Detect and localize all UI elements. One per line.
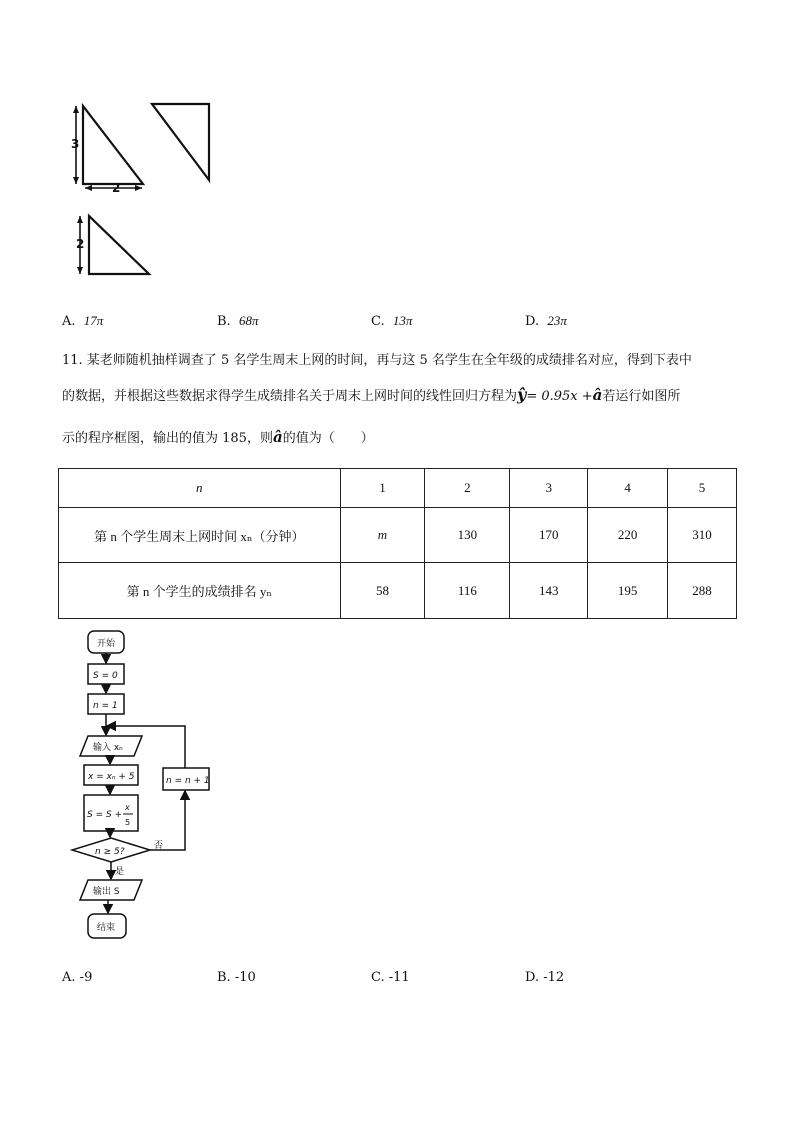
table-cell: 288 (668, 563, 737, 619)
table-header-cell: 4 (588, 469, 668, 508)
top-view (77, 216, 149, 274)
three-view-figure (66, 98, 226, 283)
q11-option-d[interactable]: D. -12 (525, 970, 565, 985)
flow-n1-text: n = 1 (93, 701, 118, 711)
flow-fraction-den: 5 (125, 818, 131, 827)
flow-fraction-num: x (125, 803, 130, 812)
front-view (73, 106, 143, 191)
table-cell: 310 (668, 508, 737, 563)
row-label-time: 第 n 个学生周末上网时间 xₙ（分钟） (59, 508, 341, 563)
flow-s-assign-text: S = S + (87, 810, 123, 820)
table-cell: 220 (588, 508, 668, 563)
table-cell: 58 (340, 563, 425, 619)
q10-option-d[interactable]: D. 23π (525, 313, 567, 329)
flow-x-assign-text: x = xₙ + 5 (88, 772, 135, 782)
q11-option-b[interactable]: B. -10 (217, 970, 256, 985)
flow-input-text: 输入 xₙ (93, 743, 123, 753)
flow-start-text: 开始 (97, 639, 116, 649)
flow-end-text: 结束 (97, 923, 116, 933)
q11-option-a[interactable]: A. -9 (62, 970, 93, 985)
q11-option-c[interactable]: C. -11 (371, 970, 410, 985)
dim-label-height-3: 3 (71, 137, 80, 151)
table-row (59, 563, 737, 619)
flow-output-text: 输出 S (93, 887, 120, 897)
flow-no-label: 否 (154, 841, 164, 851)
flow-s0-text: S = 0 (93, 671, 118, 681)
row-label-rank: 第 n 个学生的成绩排名 yₙ (59, 563, 341, 619)
table-header-row (59, 469, 737, 508)
flow-condition-text: n ≥ 5? (95, 847, 125, 857)
side-view (152, 104, 209, 180)
flow-increment-text: n = n + 1 (166, 776, 210, 786)
regression-a-hat: â (592, 386, 603, 404)
table-header-cell: 2 (425, 469, 510, 508)
q11-line-3: 示的程序框图，输出的值为 185，则â的值为（ ） (62, 428, 374, 446)
table-header-cell: 5 (668, 469, 737, 508)
flowchart (70, 628, 220, 946)
table-row (59, 508, 737, 563)
q10-option-b[interactable]: B. 68π (217, 313, 259, 329)
q11-line-1: 11. 某老师随机抽样调查了 5 名学生周末上网的时间，再与这 5 名学生在全年级的成绩排名对应，得到下表中 (62, 353, 692, 368)
table-cell: 170 (510, 508, 588, 563)
table-cell: m (340, 508, 425, 563)
table-header-cell: 1 (340, 469, 425, 508)
table-cell: 116 (425, 563, 510, 619)
table-cell: 143 (510, 563, 588, 619)
regression-y-hat: ŷ (517, 385, 527, 404)
data-table (58, 468, 737, 619)
q11-line-2: 的数据，并根据这些数据求得学生成绩排名关于周末上网时间的线性回归方程为ŷ= 0.95x +â若运行如图所 (62, 385, 681, 404)
dim-label-width-2: 2 (112, 181, 121, 195)
q10-option-a[interactable]: A. 17π (62, 313, 104, 329)
table-cell: 130 (425, 508, 510, 563)
table-header-cell: n (59, 469, 341, 508)
q10-option-c[interactable]: C. 13π (371, 313, 413, 329)
dim-label-height-2: 2 (76, 237, 85, 251)
table-header-cell: 3 (510, 469, 588, 508)
regression-equation: = 0.95x + (526, 389, 593, 404)
table-cell: 195 (588, 563, 668, 619)
flow-yes-label: 是 (115, 867, 125, 877)
